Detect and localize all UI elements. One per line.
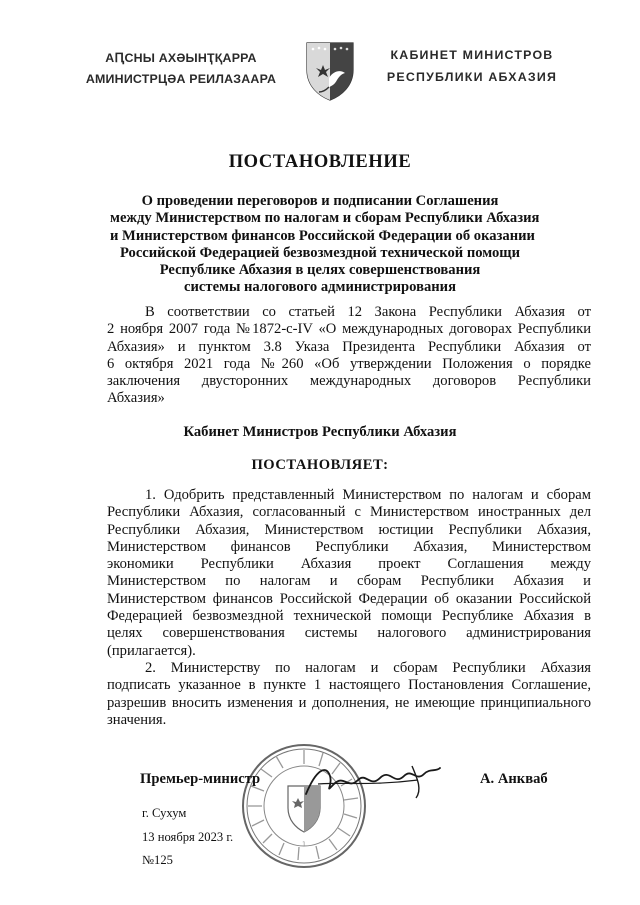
subject-line: и Министерством финансов Российской Федерации об оказании <box>110 227 535 244</box>
header-abkhaz-title <box>78 48 284 90</box>
header-right-line-1: КАБИНЕТ МИНИСТРОВ <box>390 48 554 62</box>
abkhazia-coat-of-arms-icon <box>299 40 361 102</box>
preamble-line: заключения двусторонних международных договоров Республики <box>107 373 591 390</box>
preamble-line: В соответствии со статьей 12 Закона Республики Абхазия от <box>145 304 591 320</box>
item-1-line: экономики Республики Абхазия проект Соглашения между <box>107 556 591 573</box>
item-1-line: Министерством финансов Республики Абхазия, Министерством <box>107 538 591 555</box>
document-subject <box>110 193 540 297</box>
preamble-line: Абхазия» и пунктом 3.8 Указа Президента Республики Абхазия от <box>107 338 591 355</box>
item-1-paragraph <box>107 487 591 660</box>
item-2-line: значения. <box>107 711 167 728</box>
preamble-line: 6 октября 2021 года №260 «Об утверждении Положения о порядке <box>107 355 591 372</box>
item-1-line: Федерацией безвозмездной технической помощи Республике Абхазия в <box>107 608 591 625</box>
header-left-line-2: АМИНИСТРЦӘА РЕИЛАЗААРА <box>85 72 277 86</box>
subject-line: между Министерством по налогам и сборам Республики Абхазия <box>110 210 540 227</box>
handwritten-signature-icon <box>300 760 450 804</box>
preamble-line: Абхазия» <box>107 390 165 407</box>
issuer-heading: Кабинет Министров Республики Абхазия <box>183 424 457 440</box>
document-number: №125 <box>142 853 173 867</box>
subject-line: О проведении переговоров и подписании Соглашения <box>141 193 499 209</box>
item-2-line: разрешив вносить изменения и дополнения, не имеющие принципиального <box>107 694 591 711</box>
document-place: г. Сухум <box>142 806 187 820</box>
signatory-name: А. Анкваб <box>480 771 548 787</box>
subject-line: Республике Абхазия в целях совершенствования <box>159 262 481 279</box>
subject-line: системы налогового администрирования <box>184 279 456 296</box>
signatory-position: Премьер-министр <box>140 771 261 787</box>
item-1-line: Министерством по налогам и сборам Республики Абхазия и <box>107 573 591 590</box>
document-date: 13 ноября 2023 г. <box>142 830 234 844</box>
document-title: ПОСТАНОВЛЕНИЕ <box>228 152 412 172</box>
header-left-line-1: АԤСНЫ АХӘЫНҬҚАРРА <box>105 51 257 65</box>
preamble-line: 2 ноября 2007 года №1872-с-IV «О международных договорах Республики <box>107 321 591 338</box>
header-russian-title <box>374 44 570 88</box>
item-1-line: (прилагается). <box>107 642 196 659</box>
item-2-line: 2. Министерству по налогам и сборам Республики Абхазия <box>145 660 591 676</box>
item-2-paragraph <box>107 660 591 729</box>
resolves-heading: ПОСТАНОВЛЯЕТ: <box>251 457 389 473</box>
item-1-line: Республики Абхазия, Министерством юстиции Республики Абхазия, <box>107 521 591 538</box>
item-1-line: Министерством финансов Российской Федерации об оказании Российской <box>107 590 591 607</box>
item-1-line: Республики Абхазия, согласованный с Министерством иностранных дел <box>107 504 591 521</box>
item-1-line: целях совершенствования системы налогового администрирования <box>107 625 591 642</box>
svg-text:1: 1 <box>302 841 306 848</box>
header-right-line-2: РЕСПУБЛИКИ АБХАЗИЯ <box>386 70 558 84</box>
item-2-line: подписать указанное в пункте 1 настоящего Постановления Соглашение, <box>107 677 591 694</box>
item-1-line: 1. Одобрить представленный Министерством по налогам и сборам <box>145 487 591 503</box>
preamble-paragraph <box>107 304 591 408</box>
subject-line: Российской Федерацией безвозмездной технической помощи <box>119 244 521 261</box>
